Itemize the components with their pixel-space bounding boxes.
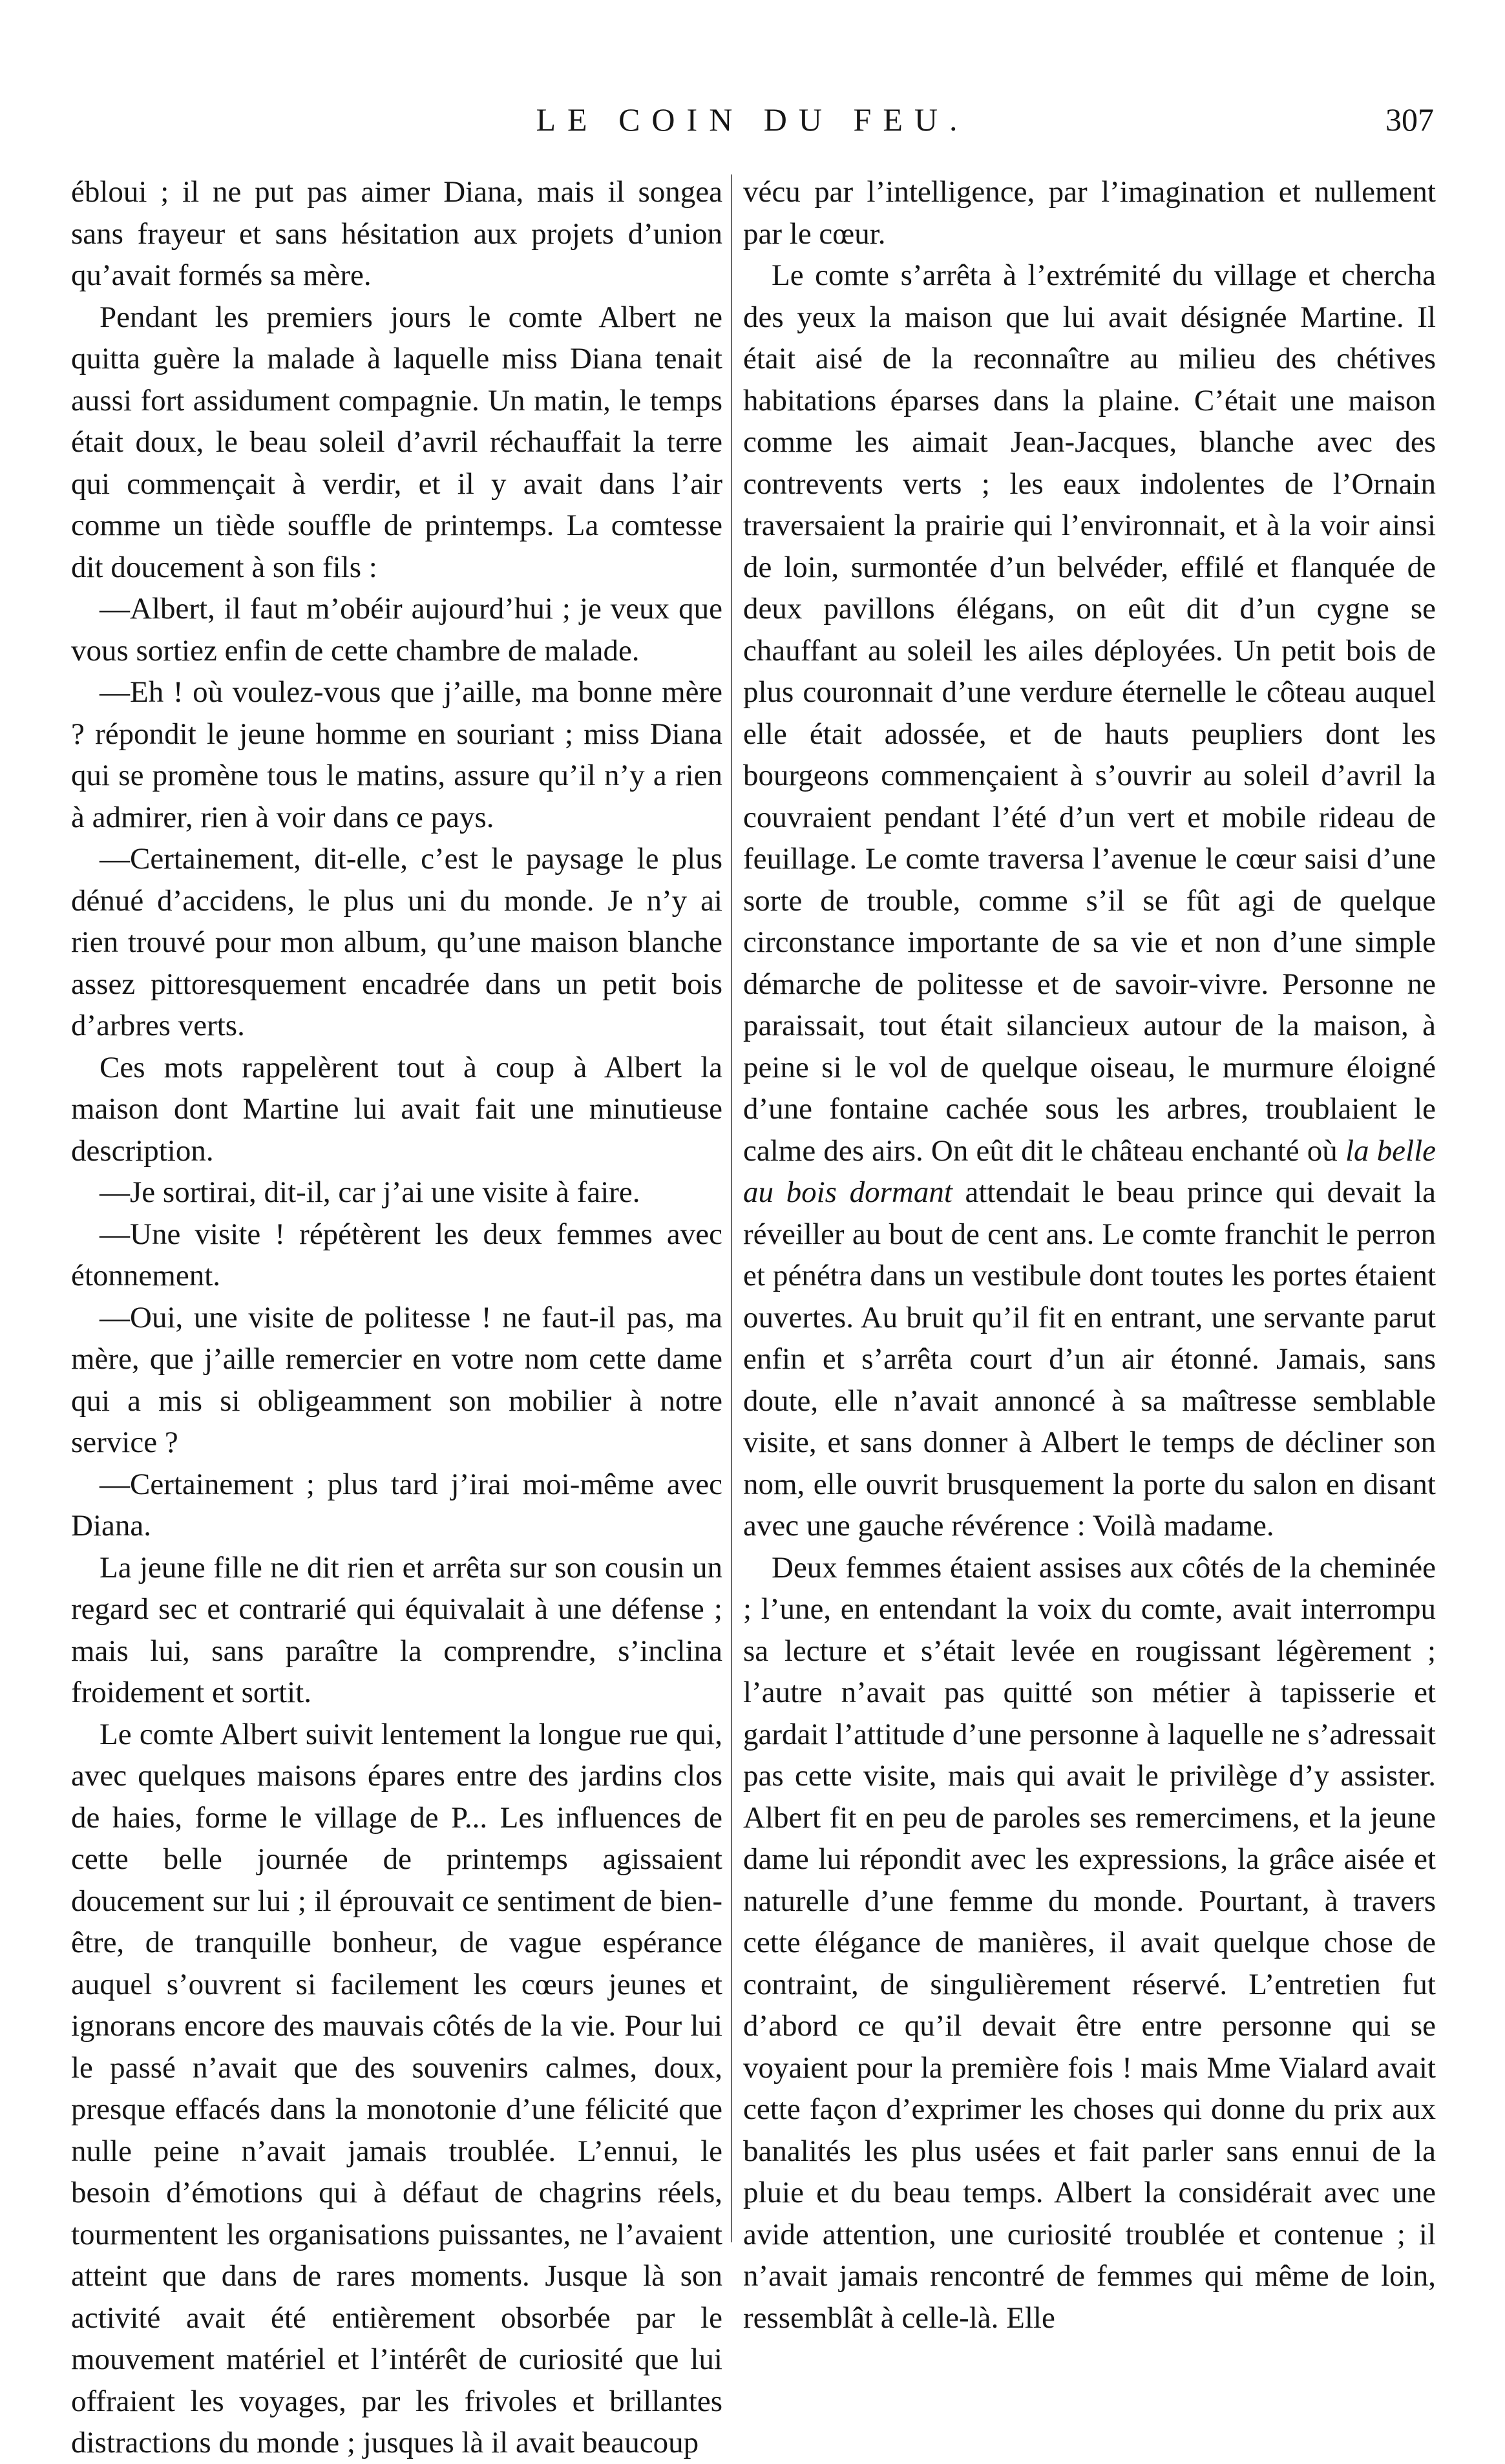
paragraph: Pendant les premiers jours le comte Albert ne quitta guère la malade à laquelle miss Diana tenait aussi fort assidument compagnie. Un matin, le temps était doux, le beau soleil d’avril réchauffait la terre qui commençait à verdir, et il y avait dans l’air comme un tiède souffle de printemps. La comtesse dit doucement à son fils : xyxy=(71,300,722,584)
text-run: attendait le beau prince qui devait la réveiller au bout de cent ans. Le comte franchit le perron et pénétra dans un vestibule dont toutes les portes étaient ouvertes. Au bruit qu’il fit en entrant, une servante parut enfin et s’arrêta court d’un air étonné. Jamais, sans doute, elle n’avait annoncé à sa maîtresse semblable visite, et sans donner à Albert le temps de décliner son nom, elle ouvrit brusquement la porte du salon en disant avec une gauche révérence : Voilà madame. xyxy=(743,1175,1437,1543)
paragraph: —Certainement, dit-elle, c’est le paysage le plus dénué d’accidens, le plus uni du monde. Je n’y ai rien trouvé pour mon album, qu’une maison blanche assez pittoresquement encadrée dans un petit bois d’arbres verts. xyxy=(71,842,722,1042)
running-title: LE COIN DU FEU. xyxy=(536,101,969,138)
paragraph xyxy=(743,255,1436,1547)
paragraph: —Albert, il faut m’obéir aujourd’hui ; je veux que vous sortiez enfin de cette chambre de malade. xyxy=(71,592,722,668)
paragraph: —Eh ! où voulez-vous que j’aille, ma bonne mère ? répondit le jeune homme en souriant ; miss Diana qui se promène tous le matins, assure qu’il n’y a rien à admirer, rien à voir dans ce pays. xyxy=(71,675,722,834)
right-column xyxy=(743,171,1437,2335)
paragraph: —Certainement ; plus tard j’irai moi-même avec Diana. xyxy=(71,1467,722,1543)
paragraph: —Oui, une visite de politesse ! ne faut-il pas, ma mère, que j’aille remercier en votre nom cette dame qui a mis si obligeamment son mobilier à notre service ? xyxy=(71,1300,722,1459)
left-column xyxy=(71,171,722,2459)
text-run: Le comte s’arrêta à l’extrémité du village et chercha des yeux la maison que lui avait désignée Martine. Il était aisé de la reconnaître au milieu des chétives habitations éparses dans la plaine. C’était une maison comme les aimait Jean-Jacques, blanche avec des contrevents verts ; les eaux indolentes de l’Ornain traversaient la prairie qui l’environnait, et à la voir ainsi de loin, surmontée d’un belvéder, effilé et flanquée de deux pavillons élégans, on eût dit d’un cygne se chauffant au soleil les ailes déployées. Un petit bois de plus couronnait d’une verdure éternelle le côteau auquel elle était adossée, et de hauts peupliers dont les bourgeons commençaient à s’ouvrir au soleil d’avril la couvraient pendant l’été d’un vert et mobile rideau de feuillage. Le comte traversa l’avenue le cœur saisi d’une sorte de trouble, comme s’il se fût agi de quelque circonstance importante de sa vie et non d’une simple démarche de politesse et de savoir-vivre. Personne ne paraissait, tout était silancieux autour de la maison, à peine si le vol de quelque oiseau, le murmure éloigné d’une fontaine cachée sous les arbres, troublaient le calme des airs. On eût dit le château enchanté où xyxy=(743,258,1436,1168)
page-number: 307 xyxy=(1385,101,1434,138)
paragraph: Deux femmes étaient assises aux côtés de la cheminée ; l’une, en entendant la voix du comte, avait interrompu sa lecture et s’était levée en rougissant légèrement ; l’autre n’avait pas quitté son métier à tapisserie et gardait l’attitude d’une personne à laquelle ne s’adressait pas cette visite, mais qui avait le privilège d’y assister. Albert fit en peu de paroles ses remercimens, et la jeune dame lui répondit avec les expressions, la grâce aisée et naturelle d’une femme du monde. Pourtant, à travers cette élégance de manières, il avait quelque chose de contraint, de singulièrement réservé. L’entretien fut d’abord ce qu’il devait être entre personne qui se voyaient pour la première fois ! mais Mme Vialard avait cette façon d’exprimer les choses qui donne du prix aux banalités les plus usées et fait parler sans ennui de la pluie et du beau temps. Albert la considérait avec une avide attention, une curiosité troublée et contenue ; il n’avait jamais rencontré de femmes qui même de loin, ressemblât à celle-là. Elle xyxy=(743,1550,1436,2335)
paragraph: —Une visite ! répétèrent les deux femmes avec étonnement. xyxy=(71,1217,722,1292)
italic-title: la belle au bois dormant xyxy=(743,1133,1436,1209)
paragraph: ébloui ; il ne put pas aimer Diana, mais il songea sans frayeur et sans hésitation aux projets d’union qu’avait formés sa mère. xyxy=(71,175,722,292)
paragraph: —Je sortirai, dit-il, car j’ai une visite à faire. xyxy=(100,1175,640,1209)
column-divider xyxy=(731,174,732,2242)
paragraph: Ces mots rappelèrent tout à coup à Albert la maison dont Martine lui avait fait une minutieuse description. xyxy=(71,1050,722,1168)
paragraph: La jeune fille ne dit rien et arrêta sur son cousin un regard sec et contrarié qui équivalait à une défense ; mais lui, sans paraître la comprendre, s’inclina froidement et sortit. xyxy=(71,1550,722,1709)
paragraph: Le comte Albert suivit lentement la longue rue qui, avec quelques maisons épares entre des jardins clos de haies, forme le village de P... Les influences de cette belle journée de printemps agissaient doucement sur lui ; il éprouvait ce sentiment de bien-être, de tranquille bonheur, de vague espérance auquel s’ouvrent si facilement les cœurs jeunes et ignorans encore des mauvais côtés de la vie. Pour lui le passé n’avait que des souvenirs calmes, doux, presque effacés dans la monotonie d’une félicité que nulle peine n’avait jamais troublée. L’ennui, le besoin d’émotions qui à défaut de chagrins réels, tourmentent les organisations puissantes, ne l’avaient atteint que dans de rares moments. Jusque là son activité avait été entièrement obsorbée par le mouvement matériel et l’intérêt de curiosité que lui offraient les voyages, par les frivoles et brillantes distractions du monde ; jusques là il avait beaucoup xyxy=(71,1717,722,2459)
page-header xyxy=(71,97,1434,142)
paragraph: vécu par l’intelligence, par l’imagination et nullement par le cœur. xyxy=(743,175,1436,251)
